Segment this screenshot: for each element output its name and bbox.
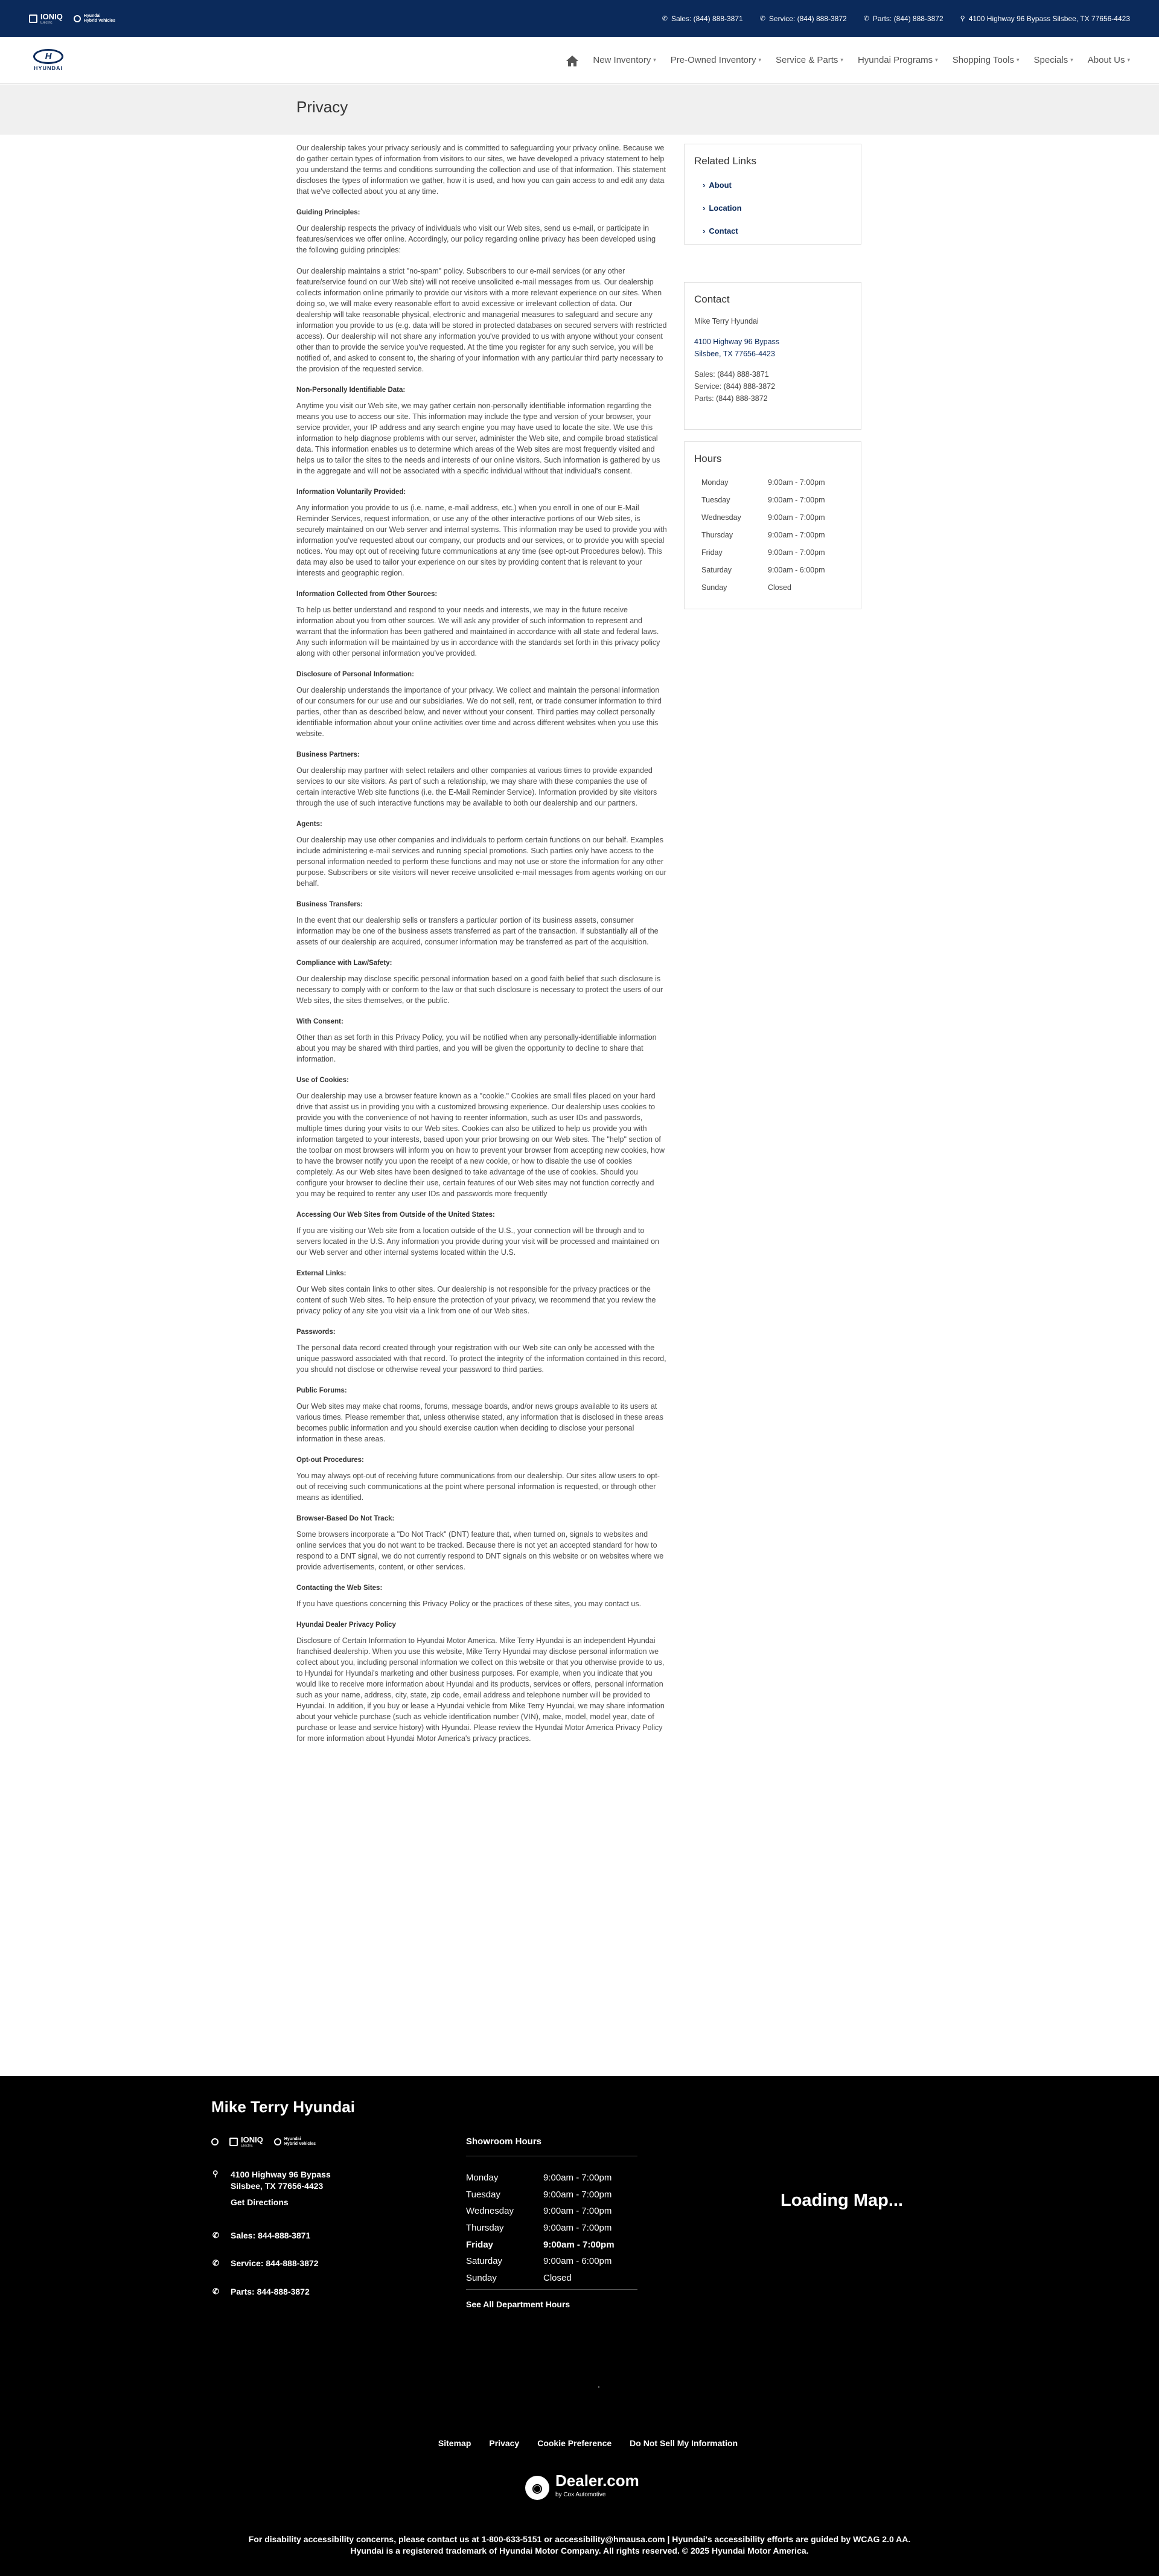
hours-time: 9:00am - 7:00pm	[768, 495, 825, 504]
contact-sales[interactable]: Sales: (844) 888-3871	[694, 370, 769, 379]
section-heading: Information Collected from Other Sources:	[296, 591, 438, 598]
footer-links	[0, 2438, 1159, 2448]
footer-parts[interactable]	[212, 2287, 310, 2296]
section-heading: Business Transfers:	[296, 901, 363, 908]
topbar-sales-link[interactable]	[662, 14, 743, 23]
chevron-right-icon: ›	[703, 226, 706, 235]
brand-word: HYUNDAI	[33, 65, 63, 71]
section-paragraph: Our dealership may use a browser feature known as a "cookie." Cookies are small files placed on your hard drive that assist us in providing you with a customized browsing experience. Our dealership uses cookies to provide you with the convenience of not having to reenter information, such as user IDs and passwords, multiple times during your visits to our Web sites. Cookies can also be utilized to help us provide you with information targeted to your interests, based upon your prior browsing on our Web sites. The "help" section of the toolbar on most browsers will inform you on how to prevent your browser from accepting new cookies, how to have the browser notify you upon the receipt of a new cookie, or how to disable the use of cookies completely. As our Web sites have been designed to take advantage of the use of cookies. Should you configure your browser to decline their use, certain features of our Web sites may not function correctly and you may be required to renter any user IDs and passwords more frequently	[296, 1092, 665, 1198]
site-footer	[0, 2076, 1159, 2576]
topbar-address-label: 4100 Highway 96 Bypass Silsbee, TX 77656-4423	[968, 14, 1130, 23]
hyundai-hybrid-icon	[274, 2138, 281, 2145]
section-paragraph: Anytime you visit our Web site, we may gather certain non-personally identifiable information regarding the means you use to access our site. This information may include the type and version of your browser, your service provider, your IP address and any search engine you may have used to locate the site. We use this information to help diagnose problems with our server, administer the Web site, and compile broad statistical data. This information enables us to determine which areas of the Web sites are most frequently visited and helps us to tailor the sites to the needs and interests of our online visitors. Such information is gathered by us in the aggregate and will not be associated with a specific individual without that individual's consent.	[296, 402, 660, 475]
phone-icon: ✆	[212, 2231, 219, 2240]
ioniq-icon	[229, 2138, 238, 2146]
phone-icon: ✆	[212, 2287, 219, 2296]
section-paragraph: To help us better understand and respond to your needs and interests, we may in the future receive information about you from other sources. We will ask any provider of such information to represent and warrant that the information has been gathered and maintained in accordance with all state and federal laws. Any such information will be maintained by us in accordance with the standards set forth in this privacy policy along with other personal information you've provided.	[296, 606, 660, 658]
hours-day: Saturday	[701, 565, 732, 574]
footer-dealer-name: Mike Terry Hyundai	[211, 2098, 355, 2116]
contact-service[interactable]: Service: (844) 888-3872	[694, 382, 776, 391]
section-paragraph: Any information you provide to us (i.e. name, e-mail address, etc.) when you enroll in one of our E-Mail Reminder Services, request information, or use any of the other interactive portions of our Web sites, is securely maintained on our Web server and internal systems. This information may be used to provide you with information you've requested about our company, our products and our services, or to provide you with special notices. You may opt out of receiving future communications at any time (see opt-out Procedures below). This data may also be used to tailor your experience on our sites by providing content that is relevant to your interests and geographic region.	[296, 504, 667, 577]
hours-day: Sunday	[466, 2272, 497, 2283]
hours-day: Friday	[701, 548, 723, 557]
home-icon[interactable]	[565, 54, 578, 67]
hours-day: Monday	[701, 478, 729, 487]
chevron-down-icon: ▾	[1017, 57, 1020, 63]
hybrid-logo[interactable]	[74, 14, 115, 24]
nav-shopping-tools[interactable]	[953, 55, 1020, 65]
chevron-right-icon: ›	[703, 203, 706, 213]
map-pin-icon: ⚲	[212, 2169, 219, 2178]
showroom-hours-list	[466, 2170, 637, 2286]
section-heading: Guiding Principles:	[296, 209, 360, 216]
footer-legal	[0, 2534, 1159, 2557]
phone-icon: ✆	[759, 15, 765, 22]
section-heading: Passwords:	[296, 1328, 336, 1336]
section-heading: Accessing Our Web Sites from Outside of the United States:	[296, 1211, 495, 1219]
nav-label: Service & Parts	[776, 55, 838, 65]
section-paragraph: The personal data record created through your registration with our Web site can only be accessed with the unique password associated with that record. To protect the integrity of the information contained in this record, you should not disclose or otherwise reveal your password to third parties.	[296, 1344, 666, 1374]
hyundai-hybrid-icon	[74, 15, 81, 22]
map-loading-text: Loading Map...	[781, 2191, 903, 2210]
topbar-service-label: Service: (844) 888-3872	[768, 14, 847, 23]
hyundai-emblem-icon	[211, 2138, 219, 2145]
nav-label: Hyundai Programs	[857, 55, 933, 65]
divider	[598, 2386, 599, 2388]
footer-legal-accessibility: For disability accessibility concerns, please contact us at 1-800-633-5151 or accessibility@hmausa.com | Hyundai's accessibility efforts are guided by WCAG 2.0 AA.	[248, 2534, 911, 2544]
section-paragraph: Our dealership understands the importance of your privacy. We collect and maintain the personal information of our consumers for our use and our subsidiaries. We do not sell, rent, or trade consumer information to third parties, other than as described below, and never without your consent. Third parties may collect personally identifiable information about your online activities over time and across different websites when you use this website.	[296, 686, 662, 738]
topbar-address-link[interactable]	[960, 14, 1130, 23]
brand-mark: H	[45, 51, 52, 62]
section-heading: Disclosure of Personal Information:	[296, 671, 414, 678]
hours-time: 9:00am - 7:00pm	[543, 2189, 612, 2200]
section-paragraph: If you are visiting our Web site from a location outside of the U.S., your connection will be through and to servers located in the U.S. Any information you provide during your visit will be processed and maintained on our Web server and other internal systems located within the U.S.	[296, 1226, 660, 1257]
hours-time: 9:00am - 7:00pm	[543, 2239, 615, 2250]
section-heading: With Consent:	[296, 1018, 343, 1025]
privacy-content	[296, 143, 667, 1754]
hours-time: 9:00am - 7:00pm	[768, 513, 825, 522]
ioniq-label: IONIQ	[40, 12, 63, 21]
footer-brand-logos	[211, 2135, 316, 2148]
hours-row	[701, 473, 861, 491]
topbar-parts-label: Parts: (844) 888-3872	[872, 14, 943, 23]
section-heading: Information Voluntarily Provided:	[296, 489, 406, 496]
footer-link-do-not-sell[interactable]: Do Not Sell My Information	[630, 2438, 738, 2448]
top-bar	[0, 0, 1159, 37]
site-header	[0, 37, 1159, 84]
intro-paragraph: Our dealership takes your privacy seriously and is committed to safeguarding your privacy online. Because we do gather certain types of information from visitors to our sites, we have developed a privacy statement to help you understand the terms and conditions surrounding the collection and use of that information. This statement discloses the types of information we gather, how it is used, and how you can gain access to and edit any data that we've collected about you at any time.	[296, 144, 666, 196]
section-paragraph: Disclosure of Certain Information to Hyundai Motor America. Mike Terry Hyundai is an independent Hyundai franchised dealership. When you use this website, Mike Terry Hyundai may disclose personal information we collect about you, including personal information we collect on this website or that you otherwise provide to us, to Hyundai for Hyundai's marketing and other business purposes. For example, when you indicate that you would like to receive more information about Hyundai and its products, services or offers, personal information such as your name, address, city, state, zip code, email address and telephone number will be provided to Hyundai. In addition, if you buy or lease a Hyundai vehicle from Mike Terry Hyundai, we may share information about your vehicle purchase (such as vehicle identification number (VIN), make, model, model year, date of purchase or lease and service history) with Hyundai. Please review the Hyundai Motor America Privacy Policy for more information about Hyundai Motor America's privacy practices.	[296, 1636, 665, 1743]
dealer-com-label: Dealer.com	[555, 2472, 639, 2490]
hours-time: 9:00am - 7:00pm	[768, 548, 825, 557]
chevron-down-icon: ▾	[758, 57, 762, 63]
hours-day: Friday	[466, 2239, 494, 2250]
nav-specials[interactable]	[1034, 55, 1073, 65]
section-paragraph: Our dealership respects the privacy of individuals who visit our Web sites, send us e-mail, or participate in features/services we offer online. Accordingly, our policy regarding online privacy has been developed using the following guiding principles:	[296, 224, 656, 254]
footer-address	[212, 2169, 331, 2208]
hours-time: 9:00am - 7:00pm	[768, 530, 825, 539]
related-links-title: Related Links	[694, 155, 757, 167]
nav-label: Specials	[1033, 55, 1068, 65]
hours-time: Closed	[543, 2272, 572, 2283]
divider	[466, 2289, 637, 2290]
map-pin-icon: ⚲	[960, 15, 965, 22]
top-brand-logos	[29, 12, 115, 25]
nav-label: About Us	[1087, 55, 1125, 65]
section-paragraph: Our dealership maintains a strict "no-spam" policy. Subscribers to our e-mail services (or any other feature/service found on our Web site) will not receive unsolicited e-mail messages from us. Our dealership collects information online primarily to provide our visitors with a more relevant experience on our sites. When doing so, we will make every reasonable effort to avoid excessive or irrelevant collection of data. Our dealership will take reasonable physical, electronic and managerial measures to safeguard and secure any information you provide to us (e.g. data will be stored in protected databases on secured servers with restricted access). Our dealership will not share any information you've provided to us with anyone without your consent other than to provide the service you've requested. At the time you register for any such service, you will be notified of, and asked to consent to, the sharing of your information with any particular third party necessary to the provision of the requested service.	[296, 267, 667, 373]
hours-row	[701, 526, 861, 543]
hours-time: 9:00am - 7:00pm	[543, 2223, 612, 2234]
hours-time: 9:00am - 7:00pm	[768, 478, 825, 487]
hours-row	[701, 578, 861, 596]
phone-icon: ✆	[863, 15, 869, 22]
hours-day: Tuesday	[701, 495, 730, 504]
section-heading: Agents:	[296, 821, 322, 828]
hours-day: Wednesday	[701, 513, 741, 522]
nav-label: New Inventory	[593, 55, 651, 65]
chevron-down-icon: ▾	[1127, 57, 1130, 63]
page-title-band	[0, 85, 1159, 135]
footer-hours-row	[466, 2253, 637, 2270]
contact-box	[684, 282, 861, 430]
hours-row	[701, 491, 861, 508]
section-heading: External Links:	[296, 1270, 346, 1277]
topbar-sales-label: Sales: (844) 888-3871	[671, 14, 743, 23]
dealer-com-logo[interactable]	[525, 2473, 639, 2502]
footer-hours-row	[466, 2270, 637, 2287]
phone-icon: ✆	[662, 15, 668, 22]
hours-row	[701, 508, 861, 526]
hours-time: 9:00am - 7:00pm	[543, 2206, 612, 2217]
footer-hours-row-today	[466, 2236, 637, 2253]
chevron-down-icon: ▾	[653, 57, 656, 63]
hours-time: 9:00am - 6:00pm	[543, 2256, 612, 2267]
section-paragraph: Our dealership may partner with select retailers and other companies at various times to provide expanded services to our site visitors. As part of such a relationship, we may share with these companies the use of certain interactive Web site functions (i.e. the E-Mail Reminder Service). Information provided by site visitors through the use of such interactive functions may be available to both our dealership and our partners.	[296, 766, 657, 807]
related-link-label: About	[709, 181, 732, 190]
hours-time: 9:00am - 6:00pm	[768, 565, 825, 574]
related-link-about[interactable]	[703, 181, 861, 190]
nav-pre-owned-inventory[interactable]	[671, 55, 761, 65]
contact-dealer-name: Mike Terry Hyundai	[694, 317, 759, 325]
chevron-right-icon: ›	[703, 181, 706, 190]
ioniq-logo[interactable]	[29, 12, 63, 25]
contact-address-line1[interactable]: 4100 Highway 96 Bypass	[694, 338, 780, 346]
section-heading: Contacting the Web Sites:	[296, 1584, 383, 1592]
hours-row	[701, 543, 861, 561]
footer-link-privacy[interactable]: Privacy	[489, 2438, 520, 2448]
section-heading: Use of Cookies:	[296, 1077, 349, 1084]
related-links-box	[684, 144, 861, 245]
showroom-hours-title: Showroom Hours	[466, 2136, 542, 2147]
contact-parts[interactable]: Parts: (844) 888-3872	[694, 394, 768, 403]
chevron-down-icon: ▾	[840, 57, 843, 63]
hyundai-logo[interactable]	[29, 49, 68, 71]
related-link-contact[interactable]	[703, 226, 861, 235]
dealer-com-icon: ◉	[525, 2476, 549, 2500]
footer-link-sitemap[interactable]: Sitemap	[438, 2438, 471, 2448]
footer-hours-row	[466, 2220, 637, 2237]
chevron-down-icon: ▾	[935, 57, 938, 63]
footer-service[interactable]	[212, 2258, 319, 2268]
related-link-label: Location	[709, 203, 742, 213]
dealer-com-sub: by Cox Automotive	[555, 2491, 606, 2498]
section-heading: Browser-Based Do Not Track:	[296, 1515, 395, 1522]
footer-service-label: Service: 844-888-3872	[231, 2258, 319, 2268]
hours-day: Thursday	[701, 530, 733, 539]
footer-parts-label: Parts: 844-888-3872	[231, 2287, 310, 2296]
related-link-label: Contact	[709, 226, 738, 235]
phone-icon: ✆	[212, 2258, 219, 2267]
footer-hyundai-logo[interactable]	[211, 2138, 219, 2145]
footer-hours-row	[466, 2170, 637, 2187]
nav-about-us[interactable]	[1088, 55, 1130, 65]
contact-title: Contact	[694, 293, 730, 305]
chevron-down-icon: ▾	[1070, 57, 1073, 63]
get-directions-link[interactable]: Get Directions	[231, 2197, 289, 2207]
see-all-department-hours-link[interactable]: See All Department Hours	[466, 2299, 570, 2309]
ioniq-label: IONIQ	[241, 2135, 263, 2144]
section-paragraph: Our Web sites contain links to other sites. Our dealership is not responsible for the privacy practices or the content of such Web sites. To help ensure the protection of your privacy, we recommend that you review the privacy policy of any site you visit via a link from one of our Web sites.	[296, 1285, 656, 1315]
footer-sales-label: Sales: 844-888-3871	[231, 2231, 311, 2240]
page-title: Privacy	[296, 98, 348, 116]
footer-hybrid-logo[interactable]	[274, 2137, 316, 2147]
section-paragraph: Other than as set forth in this Privacy Policy, you will be notified when any personally-identifiable information about you may be shared with third parties, and you will be given the opportunity to decline to share that information.	[296, 1033, 657, 1063]
hours-row	[701, 561, 861, 578]
ioniq-sub: Electric	[241, 2144, 253, 2148]
section-heading: Compliance with Law/Safety:	[296, 960, 392, 967]
hours-day: Saturday	[466, 2256, 503, 2267]
section-paragraph: Our Web sites may make chat rooms, forums, message boards, and/or news groups available to its users at various times. Please remember that, unless otherwise stated, any information that is disclosed in these areas becomes public information and you should exercise caution when deciding to disclose your personal information in these areas.	[296, 1402, 663, 1443]
topbar-service-link[interactable]	[760, 14, 847, 23]
nav-new-inventory[interactable]	[593, 55, 656, 65]
ioniq-icon	[29, 14, 37, 23]
topbar-parts-link[interactable]	[864, 14, 943, 23]
footer-legal-trademark: Hyundai is a registered trademark of Hyundai Motor Company. All rights reserved. © 2025 Hyundai Motor America.	[350, 2546, 809, 2555]
hybrid-label: Hyundai Hybrid Vehicles	[284, 2136, 316, 2146]
nav-hyundai-programs[interactable]	[858, 55, 938, 65]
section-heading: Non-Personally Identifiable Data:	[296, 386, 406, 394]
hours-box	[684, 441, 861, 609]
section-heading: Hyundai Dealer Privacy Policy	[296, 1621, 396, 1629]
nav-label: Shopping Tools	[952, 55, 1014, 65]
section-paragraph: You may always opt-out of receiving future communications from our dealership. Our sites allow users to opt-out of receiving such communications at the point where personal information is requested, or through other means as identified.	[296, 1472, 660, 1502]
contact-address-line2[interactable]: Silsbee, TX 77656-4423	[694, 350, 775, 358]
hours-day: Monday	[466, 2173, 499, 2184]
hours-time: Closed	[768, 583, 791, 592]
hours-day: Wednesday	[466, 2206, 514, 2217]
hours-day: Thursday	[466, 2223, 504, 2234]
section-heading: Public Forums:	[296, 1387, 347, 1394]
section-heading: Opt-out Procedures:	[296, 1456, 364, 1464]
hours-day: Tuesday	[466, 2189, 500, 2200]
footer-ioniq-logo[interactable]	[229, 2135, 263, 2148]
hours-day: Sunday	[701, 583, 727, 592]
section-heading: Business Partners:	[296, 751, 360, 758]
hybrid-label: Hyundai Hybrid Vehicles	[83, 13, 115, 23]
ioniq-sub: Electric	[40, 21, 53, 25]
footer-link-cookie-preference[interactable]: Cookie Preference	[537, 2438, 612, 2448]
section-paragraph: Our dealership may disclose specific personal information based on a good faith belief that such disclosure is necessary to comply with or conform to the law or that such disclosure is necessary to protect the users of our Web sites, the sites themselves, or the public.	[296, 975, 663, 1005]
main-nav	[565, 54, 1130, 67]
section-paragraph: Some browsers incorporate a "Do Not Track" (DNT) feature that, when turned on, signals to websites and online services that you do not want to be tracked. Because there is not yet an accepted standard for how to respond to a DNT signal, we do not currently respond to DNT signals on this website or on websites where we provide advertisements, content, or other services.	[296, 1530, 664, 1571]
hours-title: Hours	[694, 453, 722, 464]
nav-service-parts[interactable]	[776, 55, 843, 65]
footer-address-line1: 4100 Highway 96 Bypass	[231, 2170, 331, 2179]
related-link-location[interactable]	[703, 203, 861, 213]
footer-address-line2: Silsbee, TX 77656-4423	[231, 2181, 324, 2191]
section-paragraph: In the event that our dealership sells or transfers a particular portion of its business assets, consumer information may be one of the business assets transferred as part of the transaction. If substantially all of the assets of our dealership are acquired, consumer information may be transferred as part of the acquisition.	[296, 916, 659, 946]
footer-sales[interactable]	[212, 2231, 310, 2240]
section-paragraph: Our dealership may use other companies and individuals to perform certain functions on our behalf. Examples include administering e-mail services and running special promotions. Such parties only have access to the personal information needed to perform these functions and may not use or store the information for any other purpose. Subscribers or site visitors will never receive unsolicited e-mail messages from agents working on our behalf.	[296, 836, 666, 888]
section-paragraph: If you have questions concerning this Privacy Policy or the practices of these sites, you may contact us.	[296, 1600, 642, 1608]
hours-time: 9:00am - 7:00pm	[543, 2173, 612, 2184]
nav-label: Pre-Owned Inventory	[670, 55, 756, 65]
hyundai-emblem-icon	[33, 49, 63, 64]
footer-hours-row	[466, 2203, 637, 2220]
footer-hours-row	[466, 2187, 637, 2203]
